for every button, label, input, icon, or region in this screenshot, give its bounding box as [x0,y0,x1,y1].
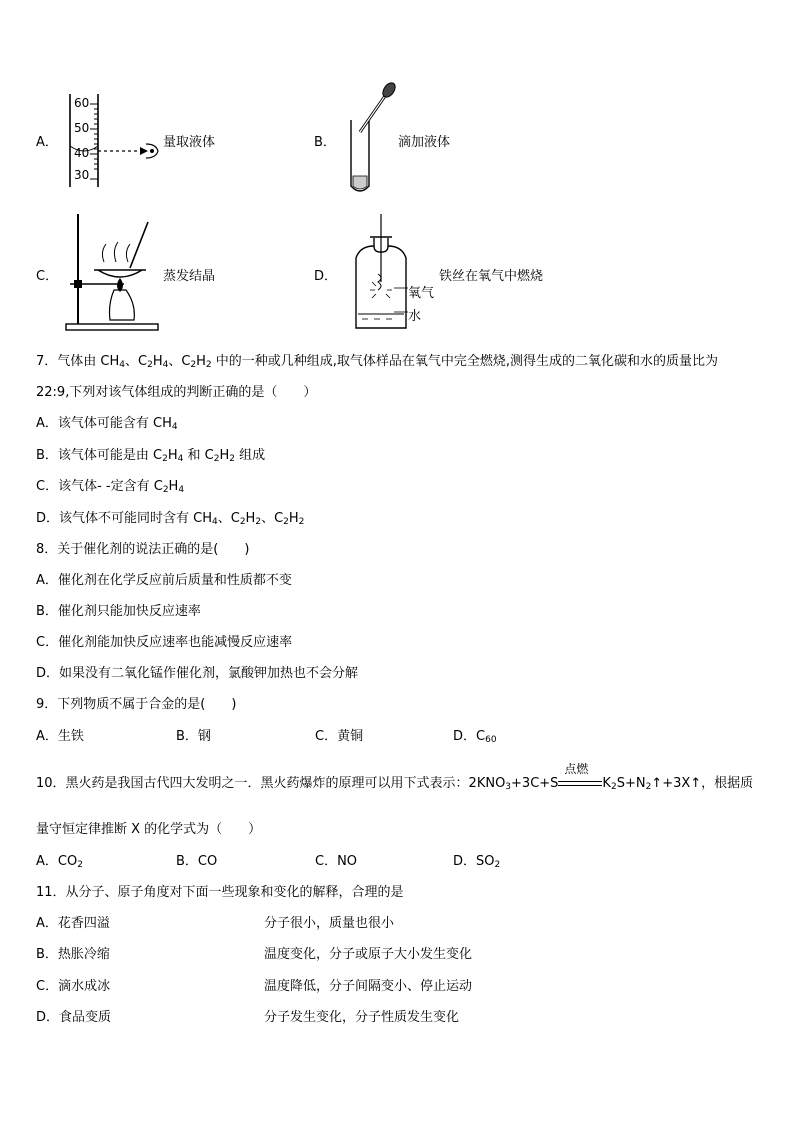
q7-stem-line2: 22:9,下列对该气体组成的判断正确的是（ ） [36,385,317,400]
figure-d-oxygen-label: 氧气 [408,286,435,301]
q11-row-d-explanation: 分子发生变化，分子性质发生变化 [264,1010,460,1025]
q11-row-a-phenomenon: A．花香四溢 [36,916,110,931]
q9-option-b: B．钢 [176,729,211,744]
q10-option-a: A．$CO_2$ [36,854,83,870]
reaction-condition-equals [558,761,602,791]
q7-option-d: D．该气体不可能同时含有 $CH_4$、$C_2H_2$、$C_2H_2$ [36,511,305,527]
q9-option-d: D．$C_{60}$ [453,729,497,745]
figure-c-caption: 蒸发结晶 [163,269,216,284]
scale-label-60: 60 [74,96,90,110]
figure-d-caption: 铁丝在氧气中燃烧 [439,269,544,284]
figure-d-letter: D． [314,269,338,284]
q7-option-b: B．该气体可能是由 $C_2H_4$ 和 $C_2H_2$ 组成 [36,448,266,464]
reaction-condition: 点燃 [564,761,589,776]
figure-c-letter: C． [36,269,59,284]
dropper-test-tube-figure [345,82,405,194]
q10-stem: 10．黑火药是我国古代四大发明之一．黑火药爆炸的原理可以用下式表示：$2KNO_3+3C+S$ 点燃 $K_2S+N_2↑+3X↑$，根据质 [36,761,754,792]
q7-option-a: A．该气体可能含有 $CH_4$ [36,416,178,432]
q9-option-a: A．生铁 [36,729,84,744]
evaporation-apparatus-figure [64,212,169,334]
q8-option-a: A．催化剂在化学反应前后质量和性质都不变 [36,573,292,588]
scale-label-40: 40 [74,146,90,160]
figure-b-letter: B． [314,135,336,150]
q11-row-d-phenomenon: D．食品变质 [36,1010,112,1025]
q11-row-c-phenomenon: C．滴水成冰 [36,979,111,994]
q9-stem: 9．下列物质不属于合金的是( ) [36,697,237,712]
q11-row-a-explanation: 分子很小，质量也很小 [264,916,395,931]
q10-option-b: B．CO [176,854,218,869]
figure-d-water-label: 水 [408,309,422,324]
iron-wire-combustion-figure [350,212,412,332]
q11-row-b-phenomenon: B．热胀冷缩 [36,947,110,962]
figure-a-letter: A． [36,135,58,150]
q11-stem: 11．从分子、原子角度对下面一些现象和变化的解释，合理的是 [36,885,404,900]
q8-option-d: D．如果没有二氧化锰作催化剂，氯酸钾加热也不会分解 [36,666,359,681]
figure-a-caption: 量取液体 [163,135,216,150]
scale-label-30: 30 [74,168,90,182]
q8-option-c: C．催化剂能加快反应速率也能减慢反应速率 [36,635,293,650]
q11-row-c-explanation: 温度降低，分子间隔变小、停止运动 [264,979,473,994]
q8-stem: 8．关于催化剂的说法正确的是( ) [36,542,250,557]
q9-option-c: C．黄铜 [315,729,364,744]
q7-option-c: C．该气体- -定含有 $C_2H_4$ [36,479,185,495]
q11-row-b-explanation: 温度变化，分子或原子大小发生变化 [264,947,473,962]
scale-label-50: 50 [74,121,90,135]
q10-stem-line2: 量守恒定律推断 X 的化学式为（ ） [36,822,262,837]
q10-option-d: D．$SO_2$ [453,854,501,870]
figure-b-caption: 滴加液体 [398,135,451,150]
q8-option-b: B．催化剂只能加快反应速率 [36,604,201,619]
q10-option-c: C．NO [315,854,358,869]
q7-stem: 7．气体由 $CH_4$、$C_2H_4$、$C_2H_2$ 中的一种或几种组成,取气体样品在氧气中完全燃烧,测得生成的二氧化碳和水的质量比为 [36,354,719,370]
